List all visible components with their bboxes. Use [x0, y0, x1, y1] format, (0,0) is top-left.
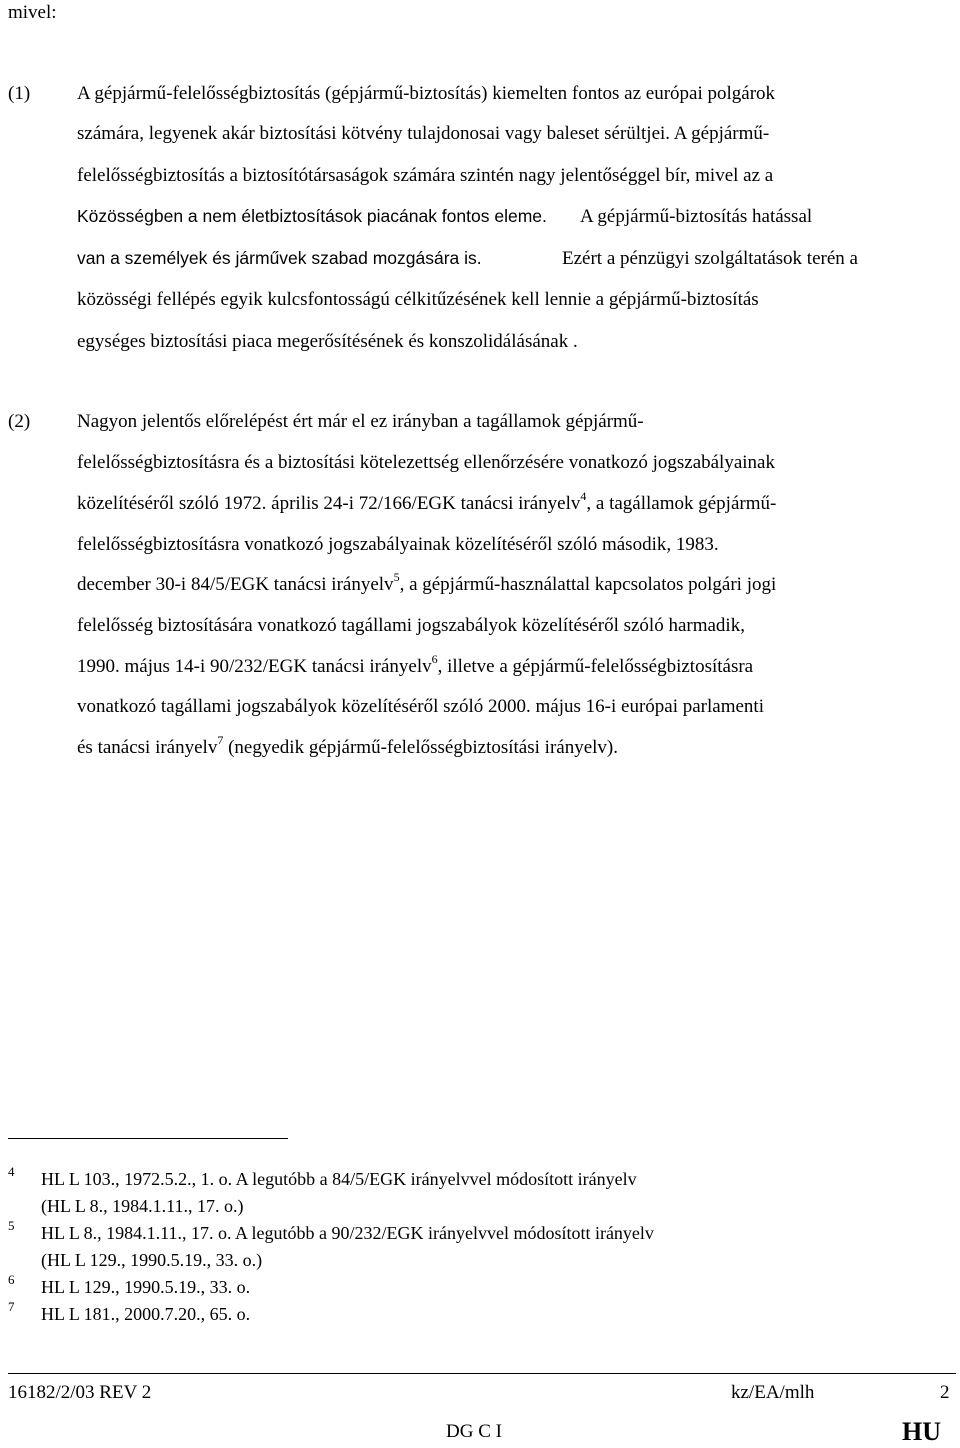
paragraph-1-line: van a személyek és járművek szabad mozgására is.: [77, 248, 482, 268]
footnote-number: 5: [8, 1218, 15, 1233]
paragraph-2-line: és tanácsi irányelv$^7$ (negyedik gépjármű-felelősségbiztosítási irányelv).: [77, 733, 618, 758]
paragraph-1-line: számára, legyenek akár biztosítási kötvény tulajdonosai vagy baleset sérültjei. A gépjármű-: [77, 123, 770, 144]
intro-text: mivel:: [8, 2, 57, 23]
footnote-text: HL L 181., 2000.7.20., 65. o.: [41, 1304, 251, 1324]
paragraph-1-line: Közösségben a nem életbiztosítások piacának fontos eleme.: [77, 206, 547, 226]
document-reference: 16182/2/03 REV 2: [8, 1382, 152, 1403]
author-initials: kz/EA/mlh: [731, 1382, 815, 1403]
footnote-text: HL L 103., 1972.5.2., 1. o. A legutóbb a 84/5/EGK irányelvvel módosított irányelv: [41, 1169, 637, 1189]
footnote-number: 6: [8, 1272, 15, 1287]
paragraph-1-line: közösségi fellépés egyik kulcsfontosságú célkitűzésének kell lennie a gépjármű-biztosítás: [77, 289, 759, 310]
paragraph-2-line: 1990. május 14-i 90/232/EGK tanácsi irányelv$^6$, illetve a gépjármű-felelősségbiztosításra: [77, 652, 754, 677]
footnote-ref-5: 5: [393, 570, 400, 584]
footnote-text: (HL L 8., 1984.1.11., 17. o.): [41, 1196, 244, 1216]
paragraph-2-line: december 30-i 84/5/EGK tanácsi irányelv$^5$, a gépjármű-használattal kapcsolatos polgári jogi: [77, 570, 777, 595]
paragraph-1-line: A gépjármű-biztosítás hatással: [580, 206, 813, 227]
footnote-ref-6: 6: [431, 652, 438, 666]
language-code: HU: [902, 1417, 941, 1446]
paragraph-2-line: vonatkozó tagállami jogszabályok közelítéséről szóló 2000. május 16-i európai parlamenti: [77, 696, 764, 717]
directorate-general: DG C I: [446, 1421, 502, 1442]
footnote-text: (HL L 129., 1990.5.19., 33. o.): [41, 1250, 263, 1270]
paragraph-2-line: felelősségbiztosításra és a biztosítási kötelezettség ellenőrzésére vonatkozó jogszabályainak: [77, 452, 775, 473]
footnote-separator: [8, 1138, 288, 1139]
footnote-ref-4: 4: [580, 489, 587, 503]
paragraph-2-line: közelítéséről szóló 1972. április 24-i 72/166/EGK tanácsi irányelv$^4$, a tagállamok gépjármű-: [77, 489, 777, 514]
footnote-ref-7: 7: [217, 733, 224, 747]
paragraph-1-line: egységes biztosítási piaca megerősítésének és konszolidálásának .: [77, 331, 578, 352]
footnote-number: 4: [8, 1164, 15, 1179]
paragraph-1-line: Ezért a pénzügyi szolgáltatások terén a: [562, 248, 858, 269]
paragraph-2-line: felelősség biztosítására vonatkozó tagállami jogszabályok közelítéséről szóló harmadik,: [77, 615, 745, 636]
paragraph-1-line: felelősségbiztosítás a biztosítótársaságok számára szintén nagy jelentőséggel bír, mivel az a: [77, 165, 774, 186]
page-number: 2: [940, 1382, 950, 1403]
paragraph-2-line: felelősségbiztosításra vonatkozó jogszabályainak közelítéséről szóló második, 1983.: [77, 534, 719, 555]
paragraph-2-line: Nagyon jelentős előrelépést ért már el ez irányban a tagállamok gépjármű-: [77, 411, 644, 432]
footnote-text: HL L 8., 1984.1.11., 17. o. A legutóbb a 90/232/EGK irányelvvel módosított irányelv: [41, 1223, 654, 1243]
footer-separator: [8, 1373, 956, 1374]
paragraph-1-number: (1): [8, 83, 31, 104]
footnote-text: HL L 129., 1990.5.19., 33. o.: [41, 1277, 251, 1297]
footnote-number: 7: [8, 1299, 15, 1314]
paragraph-2-number: (2): [8, 411, 31, 432]
paragraph-1-line: A gépjármű-felelősségbiztosítás (gépjármű-biztosítás) kiemelten fontos az európai polgárok: [77, 83, 776, 104]
